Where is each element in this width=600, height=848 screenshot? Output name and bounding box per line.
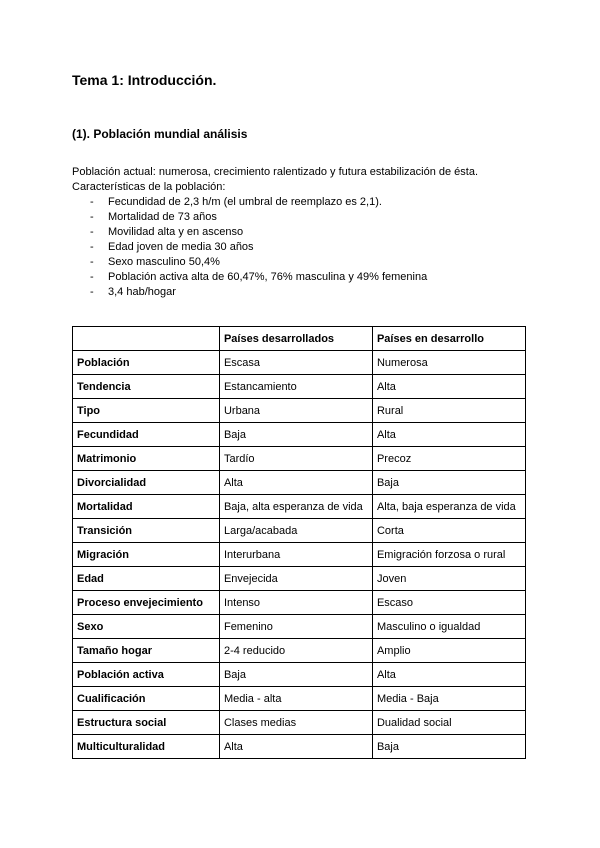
page-title: Tema 1: Introducción. [72, 72, 217, 88]
table-row [73, 591, 526, 615]
table-cell: Baja [372, 471, 525, 495]
table-cell: Dualidad social [372, 711, 525, 735]
row-label-cell: Mortalidad [73, 495, 220, 519]
row-label-cell: Proceso envejecimiento [73, 591, 220, 615]
table-cell: Baja [219, 663, 372, 687]
table-cell: Corta [372, 519, 525, 543]
row-label-cell: Tipo [73, 399, 220, 423]
table-row [73, 351, 526, 375]
row-label-cell: Cualificación [73, 687, 220, 711]
table-cell: Femenino [219, 615, 372, 639]
table-cell: Emigración forzosa o rural [372, 543, 525, 567]
table-row [73, 639, 526, 663]
table-cell: Alta [219, 735, 372, 759]
row-label-cell: Estructura social [73, 711, 220, 735]
list-item: - Población activa alta de 60,47%, 76% masculina y 49% femenina [72, 270, 478, 285]
row-label-cell: Sexo [73, 615, 220, 639]
row-label-cell: Población [73, 351, 220, 375]
row-label-cell: Matrimonio [73, 447, 220, 471]
table-cell: Escasa [219, 351, 372, 375]
table-row [73, 495, 526, 519]
table-cell: Media - alta [219, 687, 372, 711]
characteristics-list [72, 195, 478, 300]
section-title: (1). Población mundial análisis [72, 127, 248, 141]
table-cell: Intenso [219, 591, 372, 615]
table-cell: Alta [372, 663, 525, 687]
table-row [73, 567, 526, 591]
table-cell: Alta, baja esperanza de vida [372, 495, 525, 519]
row-label-cell: Divorcialidad [73, 471, 220, 495]
table-cell: Alta [372, 423, 525, 447]
table-row [73, 375, 526, 399]
table-cell: Larga/acabada [219, 519, 372, 543]
intro-line: Población actual: numerosa, crecimiento ralentizado y futura estabilización de ésta. [72, 166, 479, 178]
table-cell: Urbana [219, 399, 372, 423]
table-header-cell: Países en desarrollo [372, 327, 525, 351]
row-label-cell: Multiculturalidad [73, 735, 220, 759]
characteristics-heading: Características de la población: [72, 181, 226, 193]
table-header-cell [73, 327, 220, 351]
table-row [73, 423, 526, 447]
intro-block [72, 165, 478, 300]
table-row [73, 663, 526, 687]
table-cell: Tardío [219, 447, 372, 471]
list-item: - Fecundidad de 2,3 h/m (el umbral de reemplazo es 2,1). [72, 195, 478, 210]
table-cell: Amplio [372, 639, 525, 663]
list-item: - Sexo masculino 50,4% [72, 255, 478, 270]
table-cell: Rural [372, 399, 525, 423]
table-cell: Precoz [372, 447, 525, 471]
table-cell: Baja, alta esperanza de vida [219, 495, 372, 519]
table-row [73, 543, 526, 567]
row-label-cell: Edad [73, 567, 220, 591]
table-cell: 2-4 reducido [219, 639, 372, 663]
row-label-cell: Tamaño hogar [73, 639, 220, 663]
table-cell: Numerosa [372, 351, 525, 375]
table-cell: Clases medias [219, 711, 372, 735]
table-body [73, 351, 526, 759]
table-row [73, 519, 526, 543]
table-header-cell: Países desarrollados [219, 327, 372, 351]
list-item: - Movilidad alta y en ascenso [72, 225, 478, 240]
table-row [73, 471, 526, 495]
table-cell: Baja [219, 423, 372, 447]
table-cell: Joven [372, 567, 525, 591]
table-row [73, 447, 526, 471]
row-label-cell: Población activa [73, 663, 220, 687]
list-item: - Mortalidad de 73 años [72, 210, 478, 225]
table-row [73, 735, 526, 759]
table-cell: Estancamiento [219, 375, 372, 399]
list-item: - Edad joven de media 30 años [72, 240, 478, 255]
row-label-cell: Transición [73, 519, 220, 543]
table-cell: Alta [219, 471, 372, 495]
row-label-cell: Fecundidad [73, 423, 220, 447]
table-row [73, 615, 526, 639]
table-row [73, 687, 526, 711]
table-header-row [73, 327, 526, 351]
row-label-cell: Tendencia [73, 375, 220, 399]
table-cell: Escaso [372, 591, 525, 615]
table-cell: Interurbana [219, 543, 372, 567]
table-cell: Baja [372, 735, 525, 759]
row-label-cell: Migración [73, 543, 220, 567]
table-cell: Masculino o igualdad [372, 615, 525, 639]
table-cell: Media - Baja [372, 687, 525, 711]
comparison-table [72, 326, 526, 759]
table-cell: Envejecida [219, 567, 372, 591]
table-row [73, 711, 526, 735]
table-row [73, 399, 526, 423]
list-item: - 3,4 hab/hogar [72, 285, 478, 300]
table-cell: Alta [372, 375, 525, 399]
